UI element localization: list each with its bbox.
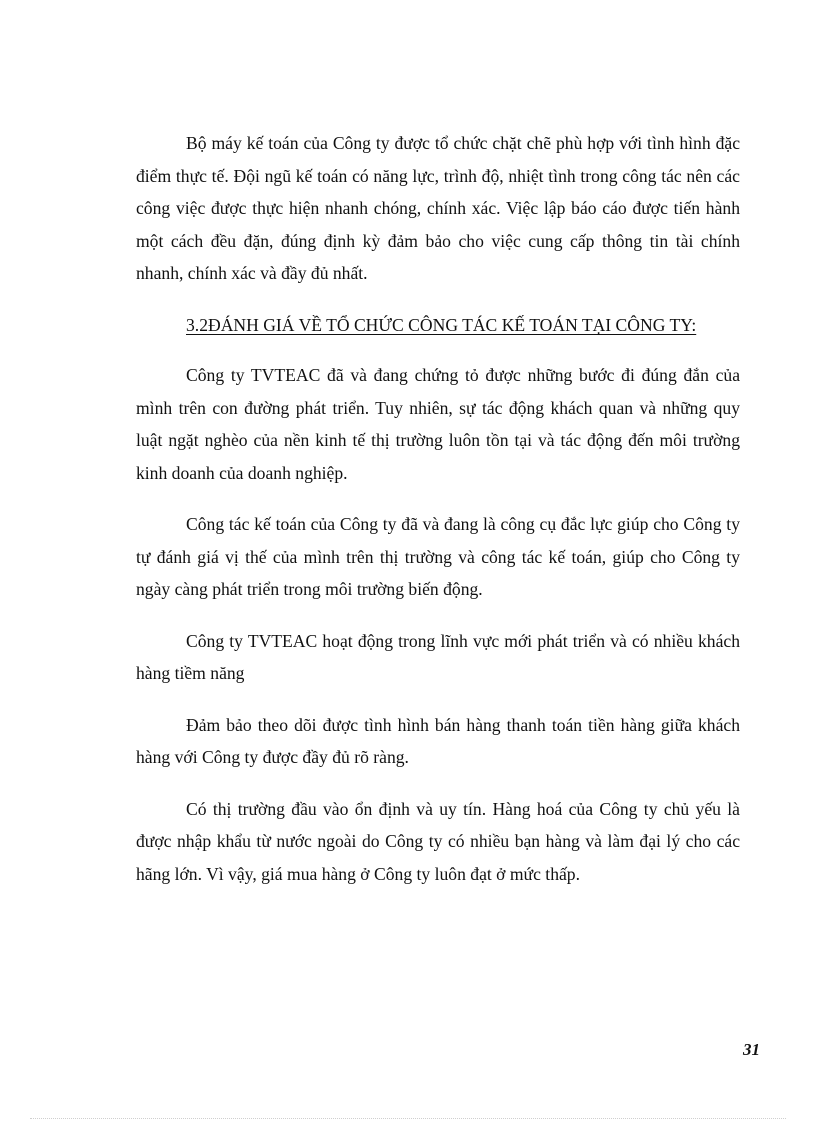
- section-heading: 3.2ĐÁNH GIÁ VỀ TỔ CHỨC CÔNG TÁC KẾ TOÁN TẠI CÔNG TY:: [186, 314, 697, 335]
- paragraph-accounting-apparatus: Bộ máy kế toán của Công ty được tổ chức chặt chẽ phù hợp với tình hình đặc điểm thực tế. Đội ngũ kế toán có năng lực, trình độ, nhiệt tình trong công tác nên các công việc được thực hiện nhanh chóng, chính xác. Việc lập báo cáo được tiến hành một cách đều đặn, đúng định kỳ đảm bảo cho việc cung cấp thông tin tài chính nhanh, chính xác và đầy đủ nhất.: [136, 133, 740, 283]
- paragraph-new-field: Công ty TVTEAC hoạt động trong lĩnh vực mới phát triển và có nhiều khách hàng tiềm năng: [136, 630, 740, 683]
- paragraph-sales-tracking: Đảm bảo theo dõi được tình hình bán hàng thanh toán tiền hàng giữa khách hàng với Công ty được đầy đủ rõ ràng.: [136, 714, 740, 767]
- paragraph-accounting-tool: Công tác kế toán của Công ty đã và đang là công cụ đắc lực giúp cho Công ty tự đánh giá vị thế của mình trên thị trường và công tác kế toán, giúp cho Công ty ngày càng phát triển trong môi trường biến động.: [136, 514, 740, 599]
- paragraph-input-market: Có thị trường đầu vào ổn định và uy tín. Hàng hoá của Công ty chủ yếu là được nhập khẩu từ nước ngoài do Công ty có nhiều bạn hàng và làm đại lý cho các hãng lớn. Vì vậy, giá mua hàng ở Công ty luôn đạt ở mức thấp.: [136, 798, 740, 884]
- page-content: [136, 127, 740, 909]
- page-number: 31: [743, 1040, 760, 1059]
- paragraph-company-development: Công ty TVTEAC đã và đang chứng tỏ được những bước đi đúng đắn của mình trên con đường phát triển. Tuy nhiên, sự tác động khách quan và những quy luật ngặt nghèo của nền kinh tế thị trường luôn tồn tại và tác động đến môi trường kinh doanh của doanh nghiệp.: [136, 365, 740, 483]
- page-bottom-divider: [30, 1118, 786, 1119]
